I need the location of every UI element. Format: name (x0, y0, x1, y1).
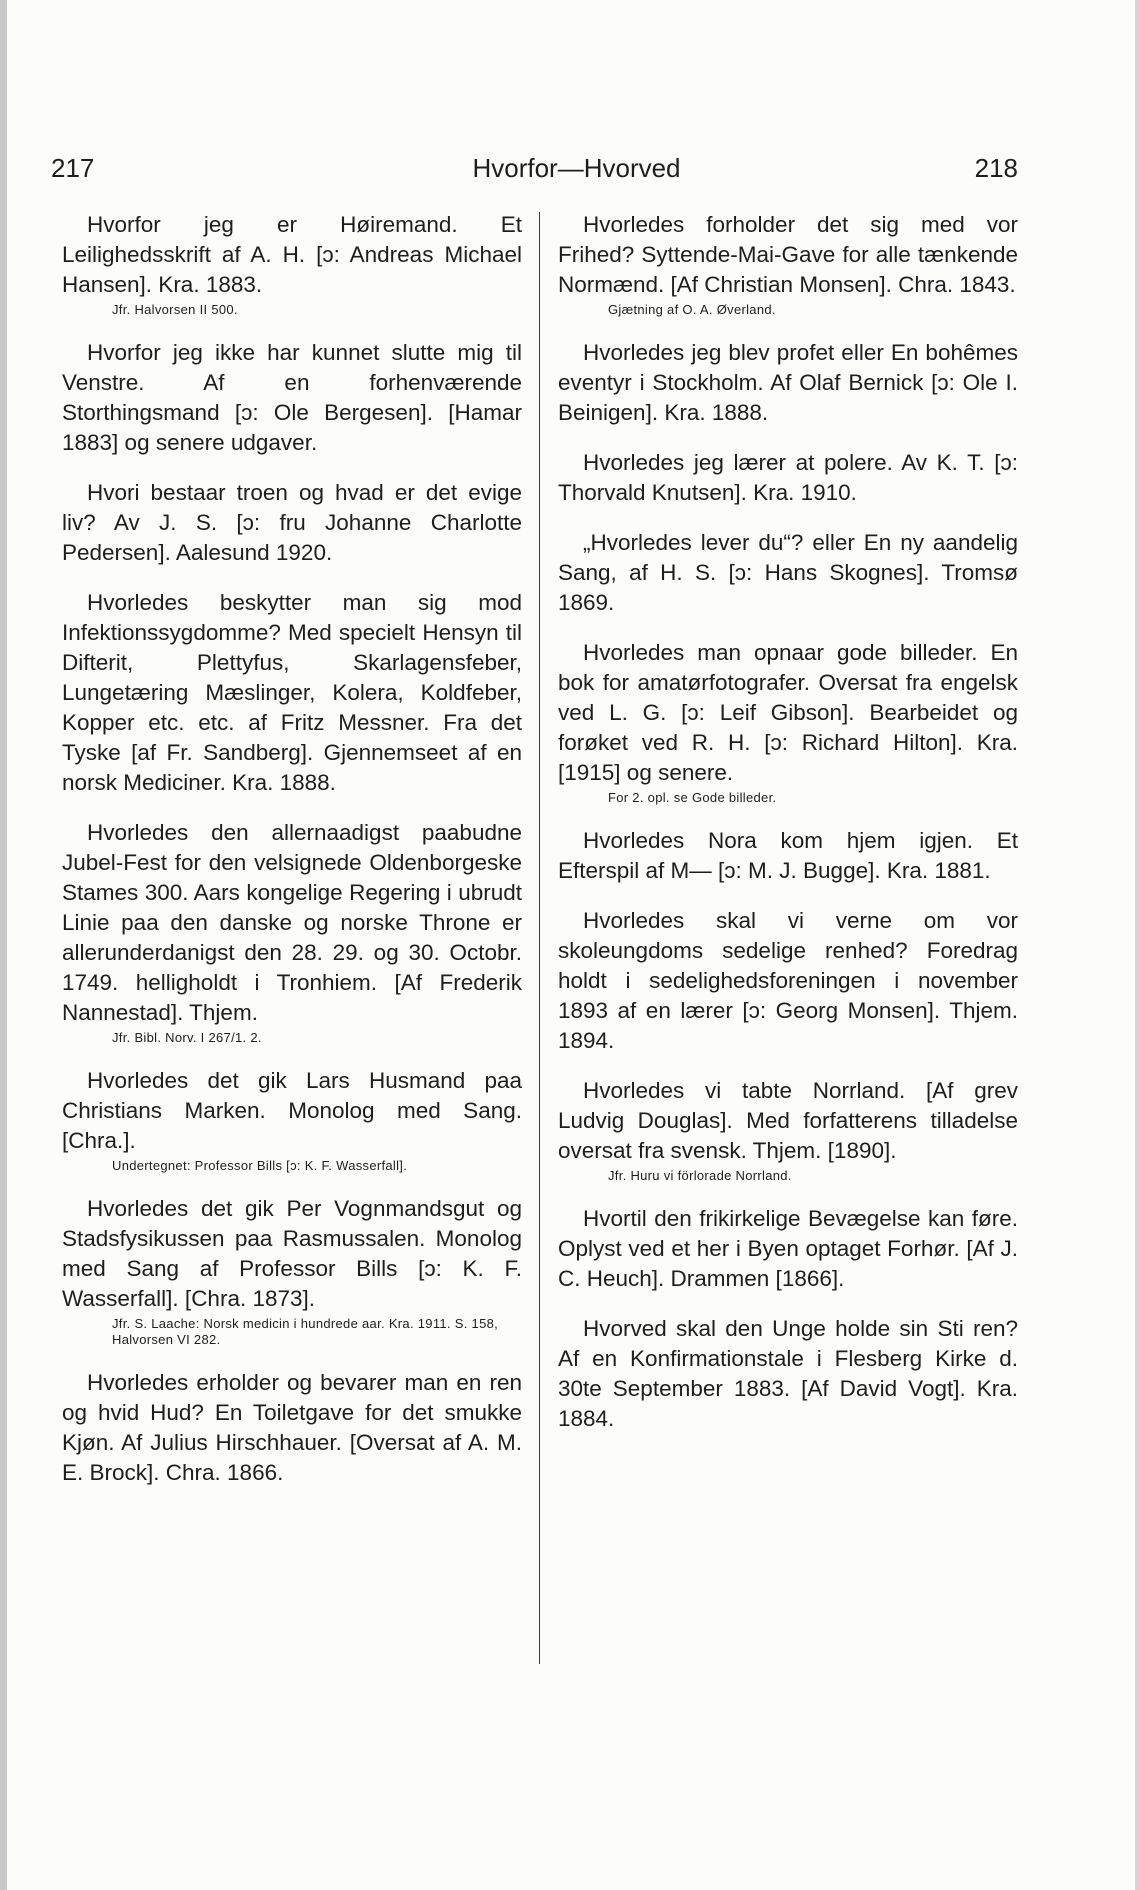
page-number-left: 217 (51, 153, 95, 183)
catalog-entry (62, 1194, 522, 1348)
catalog-entry (558, 826, 1018, 886)
entry-note: Gjætning af O. A. Øverland. (608, 302, 776, 317)
entry-text: Hvorledes erholder og bevarer man en ren og hvid Hud? En Toiletgave for det smukke Kjøn. Af Julius Hirschhauer. [Oversat af A. M. E. Brock]. Chra. 1866. (62, 1370, 522, 1485)
catalog-entry (558, 338, 1018, 428)
entry-text: „Hvorledes lever du“? eller En ny aandelig Sang, af H. S. [ɔ: Hans Skognes]. Tromsø 1869. (558, 530, 1018, 615)
catalog-entry (558, 1076, 1018, 1184)
catalog-entry (62, 338, 522, 458)
catalog-entry (558, 638, 1018, 806)
running-head-title: Hvorfor—Hvorved (472, 153, 681, 183)
catalog-entry (558, 448, 1018, 508)
entry-note: Jfr. Huru vi förlorade Norrland. (608, 1168, 792, 1183)
entry-text: Hvorledes jeg blev profet eller En bohêmes eventyr i Stockholm. Af Olaf Bernick [ɔ: Ole I. Beinigen]. Kra. 1888. (558, 340, 1018, 425)
catalog-entry (558, 528, 1018, 618)
entry-text: Hvorledes det gik Lars Husmand paa Christians Marken. Monolog med Sang. [Chra.]. (62, 1068, 522, 1153)
catalog-entry (558, 210, 1018, 318)
column-divider (539, 212, 540, 1664)
entry-text: Hvorledes skal vi verne om vor skoleungdoms sedelige renhed? Foredrag holdt i sedelighedsforeningen i november 1893 af en lærer [ɔ: Georg Monsen]. Thjem. 1894. (558, 908, 1018, 1053)
catalog-entry (62, 478, 522, 568)
entry-note: Jfr. Halvorsen II 500. (112, 302, 238, 317)
catalog-entry (62, 588, 522, 798)
entry-text: Hvorledes man opnaar gode billeder. En bok for amatørfotografer. Oversat fra engelsk ved L. G. [ɔ: Leif Gibson]. Bearbeidet og forøket ved R. H. [ɔ: Richard Hilton]. Kra. [1915] og senere. (558, 640, 1018, 785)
catalog-entry (558, 906, 1018, 1056)
catalog-entry (62, 818, 522, 1046)
entry-text: Hvorledes jeg lærer at polere. Av K. T. [ɔ: Thorvald Knutsen]. Kra. 1910. (558, 450, 1018, 505)
entry-text: Hvorved skal den Unge holde sin Sti ren? Af en Konfirmationstale i Flesberg Kirke d. 30te September 1883. [Af David Vogt]. Kra. 1884. (558, 1316, 1018, 1431)
entry-note: For 2. opl. se Gode billeder. (608, 790, 777, 805)
entry-text: Hvorledes vi tabte Norrland. [Af grev Ludvig Douglas]. Med forfatterens tilladelse oversat fra svensk. Thjem. [1890]. (558, 1078, 1018, 1163)
entry-text: Hvorledes beskytter man sig mod Infektionssygdomme? Med specielt Hensyn til Difterit, Plettyfus, Skarlagensfeber, Lungetæring Mæslinger, Kolera, Koldfeber, Kopper etc. etc. af Fritz Messner. Fra det Tyske [af Fr. Sandberg]. Gjennemseet af en norsk Mediciner. Kra. 1888. (62, 590, 522, 795)
entry-text: Hvorfor jeg er Høiremand. Et Leilighedsskrift af A. H. [ɔ: Andreas Michael Hansen]. Kra. 1883. (62, 212, 522, 297)
entry-text: Hvorledes Nora kom hjem igjen. Et Efterspil af M— [ɔ: M. J. Bugge]. Kra. 1881. (558, 828, 1018, 883)
catalog-entry (62, 210, 522, 318)
entry-note: Jfr. S. Laache: Norsk medicin i hundrede aar. Kra. 1911. S. 158, Halvorsen VI 282. (112, 1316, 499, 1347)
right-column (558, 210, 1018, 1454)
entry-note: Undertegnet: Professor Bills [ɔ: K. F. Wasserfall]. (112, 1158, 408, 1173)
catalog-entry (62, 1368, 522, 1488)
left-column (62, 210, 522, 1508)
running-head (7, 150, 1139, 186)
catalog-entry (62, 1066, 522, 1174)
entry-text: Hvorledes det gik Per Vognmandsgut og Stadsfysikussen paa Rasmussalen. Monolog med Sang af Professor Bills [ɔ: K. F. Wasserfall]. [Chra. 1873]. (62, 1196, 522, 1311)
catalog-entry (558, 1314, 1018, 1434)
page-number-right: 218 (974, 153, 1018, 183)
entry-note: Jfr. Bibl. Norv. I 267/1. 2. (112, 1030, 262, 1045)
entry-text: Hvorfor jeg ikke har kunnet slutte mig til Venstre. Af en forhenværende Storthingsmand [ɔ: Ole Bergesen]. [Hamar 1883] og senere udgaver. (62, 340, 522, 455)
entry-text: Hvorledes den allernaadigst paabudne Jubel-Fest for den velsignede Oldenborgeske Stames 300. Aars kongelige Regering i ubrudt Linie paa den danske og norske Throne er allerunderdanigst den 28. 29. og 30. Octobr. 1749. helligholdt i Tronhiem. [Af Frederik Nannestad]. Thjem. (62, 820, 522, 1025)
entry-text: Hvorledes forholder det sig med vor Frihed? Syttende-Mai-Gave for alle tænkende Normænd. [Af Christian Monsen]. Chra. 1843. (558, 212, 1018, 297)
catalog-entry (558, 1204, 1018, 1294)
entry-text: Hvortil den frikirkelige Bevægelse kan føre. Oplyst ved et her i Byen optaget Forhør. [Af J. C. Heuch]. Drammen [1866]. (558, 1206, 1018, 1291)
entry-text: Hvori bestaar troen og hvad er det evige liv? Av J. S. [ɔ: fru Johanne Charlotte Pedersen]. Aalesund 1920. (62, 480, 522, 565)
